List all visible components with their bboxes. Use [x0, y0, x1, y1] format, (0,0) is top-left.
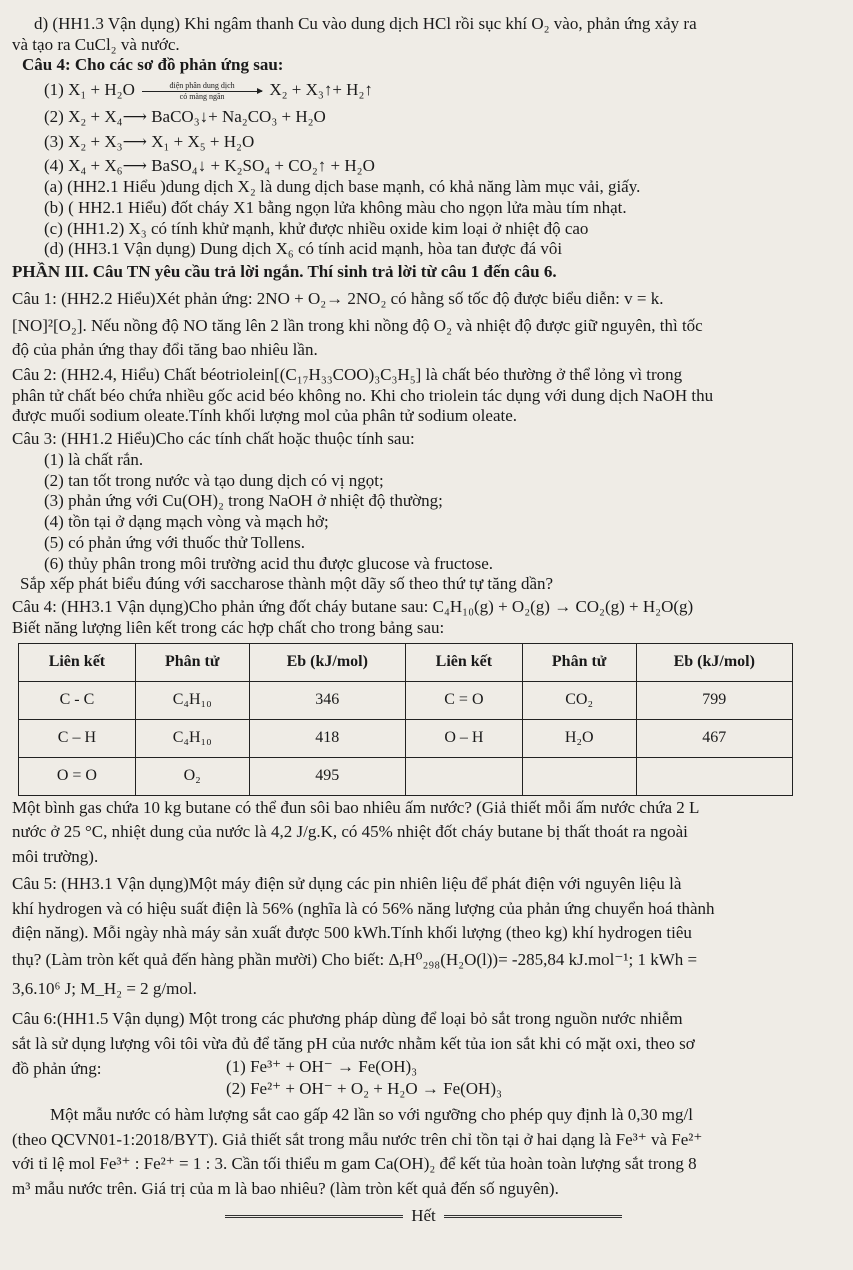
question-2: phân tử chất béo chứa nhiều gốc acid béo không no. Khi cho triolein tác dụng với dung dịch NaOH thu	[12, 385, 714, 405]
table-header: Phân tử	[135, 643, 249, 681]
table-cell: C - C	[19, 681, 136, 719]
end-marker	[12, 1206, 835, 1227]
bond-energy-table	[18, 643, 793, 796]
question-6: m³ mẫu nước trên. Giá trị của m là bao nhiêu? (làm tròn kết quả đến số nguyên).	[12, 1179, 559, 1199]
question-4: Biết năng lượng liên kết trong các hợp chất cho trong bảng sau:	[12, 617, 445, 637]
question-5: điện năng). Mỗi ngày nhà máy sản xuất được 500 kWh.Tính khối lượng (theo kg) khí hydrogen tiêu	[12, 923, 692, 943]
question-4: nước ở 25 °C, nhiệt dung của nước là 4,2 J/g.K, có 45% nhiệt đốt cháy butane bị thất thoát ra ngoài	[12, 822, 688, 842]
table-cell: 418	[249, 719, 405, 757]
divider	[444, 1215, 622, 1218]
question-6: với tỉ lệ mol Fe³⁺ : Fe²⁺ = 1 : 3. Cần tối thiểu m gam Ca(OH)₂ để kết tủa hoàn toàn lượng sắt trong 8	[12, 1154, 697, 1174]
table-row	[19, 719, 793, 757]
question-1: [NO]²[O₂]. Nếu nồng độ NO tăng lên 2 lần trong khi nồng độ O₂ và nhiệt độ được giữ nguyên, thì tốc	[12, 315, 703, 335]
question-6: (theo QCVN01-1:2018/BYT). Giả thiết sắt trong mẫu nước trên chỉ tồn tại ở hai dạng là Fe³⁺ và Fe²⁺	[12, 1129, 703, 1149]
table-cell: 346	[249, 681, 405, 719]
question-4: Câu 4: (HH3.1 Vận dụng)Cho phản ứng đốt cháy butane sau: C₄H₁₀(g) + O₂(g) → CO₂(g) + H₂O(g)	[12, 597, 694, 617]
table-cell	[522, 757, 636, 795]
statement-c: (c) (HH1.2) X₃ có tính khử mạnh, khử được nhiều oxide kim loại ở nhiệt độ cao	[44, 218, 589, 238]
question-2: Câu 2: (HH2.4, Hiểu) Chất béotriolein[(C₁₇H₃₃COO)₃C₃H₅] là chất béo thường ở thể lỏng vì trong	[12, 365, 683, 385]
reaction-4: (4) X₄ + X₆⟶ BaSO₄↓ + K₂SO₄ + CO₂↑ + H₂O	[44, 156, 375, 176]
property-item: (6) thủy phân trong môi trường acid thu được glucose và fructose.	[44, 553, 494, 573]
question-3: Sắp xếp phát biểu đúng với saccharose thành một dãy số theo thứ tự tăng dần?	[20, 574, 554, 594]
question-4: môi trường).	[12, 847, 99, 867]
question-5: khí hydrogen và có hiệu suất điện là 56% (nghĩa là có 56% năng lượng của phản ứng chuyển hoá thành	[12, 898, 715, 918]
table-cell: 799	[636, 681, 792, 719]
table-cell: 467	[636, 719, 792, 757]
statement-b: (b) ( HH2.1 Hiểu) đốt cháy X1 bằng ngọn lửa không màu cho ngọn lửa màu tím nhạt.	[44, 197, 627, 217]
property-item: (4) tồn tại ở dạng mạch vòng và mạch hở;	[44, 512, 329, 532]
question-3: Câu 3: (HH1.2 Hiểu)Cho các tính chất hoặc thuộc tính sau:	[12, 429, 415, 449]
reaction-2: (2) X₂ + X₄⟶ BaCO₃↓+ Na₂CO₃ + H₂O	[44, 106, 326, 126]
question-1: Câu 1: (HH2.2 Hiểu)Xét phản ứng: 2NO + O₂→ 2NO₂ có hằng số tốc độ được biểu diễn: v = k.	[12, 288, 664, 308]
table-cell: C₄H₁₀	[135, 719, 249, 757]
table-cell: O – H	[405, 719, 522, 757]
question-1: độ của phản ứng thay đổi tăng bao nhiêu lần.	[12, 340, 318, 360]
table-header: Phân tử	[522, 643, 636, 681]
table-cell	[636, 757, 792, 795]
table-cell: CO₂	[522, 681, 636, 719]
table-header: Eb (kJ/mol)	[249, 643, 405, 681]
table-cell	[405, 757, 522, 795]
table-header: Eb (kJ/mol)	[636, 643, 792, 681]
property-item: (2) tan tốt trong nước và tạo dung dịch có vị ngọt;	[44, 470, 384, 490]
reaction-arrow	[142, 82, 262, 101]
question-6: đồ phản ứng:	[12, 1058, 102, 1078]
property-item: (5) có phản ứng với thuốc thử Tollens.	[44, 532, 306, 552]
equation-1: (1) Fe³⁺ + OH⁻ → Fe(OH)₃	[226, 1056, 418, 1076]
table-cell: H₂O	[522, 719, 636, 757]
table-cell: C = O	[405, 681, 522, 719]
table-cell: C₄H₁₀	[135, 681, 249, 719]
question-4: Một bình gas chứa 10 kg butane có thể đun sôi bao nhiêu ấm nước? (Giả thiết mỗi ấm nước chứa 2 L	[12, 797, 700, 817]
table-header: Liên kết	[405, 643, 522, 681]
table-row	[19, 681, 793, 719]
question-6: Một mẫu nước có hàm lượng sắt cao gấp 42 lần so với ngưỡng cho phép quy định là 0,30 mg/l	[50, 1104, 693, 1124]
arrow-condition-top: điện phân dung dịch	[169, 80, 235, 90]
statement-d: (d) (HH3.1 Vận dụng) Dung dịch X₆ có tính acid mạnh, hòa tan được đá vôi	[44, 239, 563, 259]
text-line: và tạo ra CuCl₂ và nước.	[12, 34, 180, 54]
question-5: 3,6.10⁶ J; M_H₂ = 2 g/mol.	[12, 978, 197, 998]
equation-2: (2) Fe²⁺ + OH⁻ + O₂ + H₂O → Fe(OH)₃	[226, 1078, 502, 1098]
table-header: Liên kết	[19, 643, 136, 681]
text-line: d) (HH1.3 Vận dụng) Khi ngâm thanh Cu vào dung dịch HCl rồi sục khí O₂ vào, phản ứng xảy ra	[34, 14, 697, 33]
property-item: (1) là chất rắn.	[44, 449, 144, 469]
reaction-right: X₂ + X₃↑+ H₂↑	[269, 80, 373, 100]
question-6: sắt là sử dụng lượng vôi tôi vừa đủ để tăng pH của nước nhằm kết tủa ion sắt khi có mặt oxi, theo sơ	[12, 1034, 695, 1054]
question-title: Câu 4: Cho các sơ đồ phản ứng sau:	[22, 55, 284, 75]
table-cell: O = O	[19, 757, 136, 795]
table-row	[19, 757, 793, 795]
statement-a: (a) (HH2.1 Hiểu )dung dịch X₂ là dung dịch base mạnh, có khả năng làm mục vải, giấy.	[44, 177, 641, 197]
arrow-condition-bottom: có màng ngăn	[179, 91, 225, 101]
section-heading: PHẦN III. Câu TN yêu cầu trả lời ngắn. Thí sinh trả lời từ câu 1 đến câu 6.	[12, 262, 557, 282]
reaction-left: (1) X₁ + H₂O	[44, 80, 135, 100]
table-header-row	[19, 643, 793, 681]
property-item: (3) phản ứng với Cu(OH)₂ trong NaOH ở nhiệt độ thường;	[44, 491, 443, 511]
question-5: thụ? (Làm tròn kết quả đến hàng phần mười) Cho biết: ΔᵣH⁰₂₉₈(H₂O(l))= -285,84 kJ.mol⁻¹; 1 kWh =	[12, 949, 698, 969]
question-2: được muối sodium oleate.Tính khối lượng mol của phân tử sodium oleate.	[12, 406, 518, 426]
divider	[225, 1215, 403, 1218]
question-6-equations	[12, 1057, 835, 1101]
table-cell: 495	[249, 757, 405, 795]
question-5: Câu 5: (HH3.1 Vận dụng)Một máy điện sử dụng các pin nhiên liệu để phát điện với nguyên liệu là	[12, 873, 682, 893]
table-cell: O₂	[135, 757, 249, 795]
reaction-1	[12, 80, 835, 101]
table-cell: C – H	[19, 719, 136, 757]
question-6: Câu 6:(HH1.5 Vận dụng) Một trong các phương pháp dùng để loại bỏ sắt trong nguồn nước nhiễm	[12, 1009, 683, 1029]
reaction-3: (3) X₂ + X₃⟶ X₁ + X₅ + H₂O	[44, 131, 255, 151]
end-label: Hết	[411, 1205, 436, 1225]
